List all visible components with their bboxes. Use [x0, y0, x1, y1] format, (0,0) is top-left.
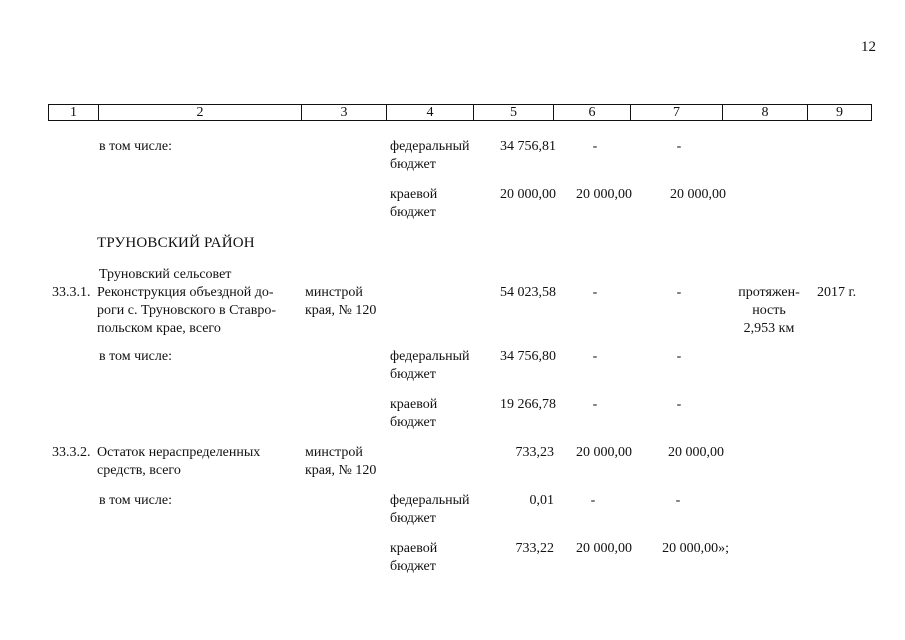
- including-label: в том числе:: [99, 139, 172, 154]
- header-col-3: 3: [302, 105, 387, 120]
- amount-col6: -: [590, 493, 596, 508]
- amount-col5: 54 023,58: [500, 285, 556, 300]
- table-header-row: [48, 104, 872, 121]
- amount-col5: 733,22: [515, 541, 554, 556]
- header-col-5: 5: [474, 105, 554, 120]
- funding-source: федеральный бюджет: [390, 493, 470, 526]
- amount-col7: -: [676, 285, 682, 300]
- funding-source: федеральный бюджет: [390, 139, 470, 172]
- page-number: 12: [861, 39, 876, 55]
- amount-col5: 0,01: [529, 493, 554, 508]
- item-description-line: Реконструкция объездной до-: [97, 285, 274, 300]
- responsible-body: минстрой края, № 120: [305, 285, 377, 318]
- completion-year: 2017 г.: [817, 285, 857, 300]
- amount-col6: -: [592, 397, 598, 412]
- including-label: в том числе:: [99, 493, 172, 508]
- funding-source: краевой бюджет: [390, 397, 438, 430]
- amount-col5: 20 000,00: [500, 187, 556, 202]
- item-description-line: польском крае, всего: [97, 321, 221, 336]
- amount-col5: 19 266,78: [500, 397, 556, 412]
- section-title: ТРУНОВСКИЙ РАЙОН: [97, 235, 255, 251]
- amount-col7: -: [676, 139, 682, 154]
- amount-col5: 34 756,80: [500, 349, 556, 364]
- amount-col7: 20 000,00: [670, 187, 726, 202]
- header-col-6: 6: [554, 105, 631, 120]
- amount-col7: -: [676, 397, 682, 412]
- item-number: 33.3.2.: [52, 445, 91, 460]
- amount-col7: -: [676, 349, 682, 364]
- amount-col5: 733,23: [515, 445, 554, 460]
- project-length: протяжен- ность 2,953 км: [738, 285, 800, 336]
- amount-col6: -: [592, 139, 598, 154]
- item-description-line: роги с. Труновского в Ставро-: [97, 303, 277, 318]
- amount-col6: 20 000,00: [576, 445, 632, 460]
- funding-source: краевой бюджет: [390, 187, 438, 220]
- header-col-1: 1: [49, 105, 99, 120]
- amount-col7: -: [675, 493, 681, 508]
- header-col-4: 4: [387, 105, 474, 120]
- item-description: Остаток нераспределенных средств, всего: [97, 445, 261, 478]
- header-col-8: 8: [723, 105, 808, 120]
- amount-col5: 34 756,81: [500, 139, 556, 154]
- funding-source: федеральный бюджет: [390, 349, 470, 382]
- amount-col6: 20 000,00: [576, 187, 632, 202]
- amount-col6: -: [592, 285, 598, 300]
- amount-col7: 20 000,00»;: [662, 541, 729, 556]
- amount-col6: 20 000,00: [576, 541, 632, 556]
- subheading: Труновский сельсовет: [99, 267, 232, 282]
- amount-col7: 20 000,00: [668, 445, 724, 460]
- amount-col6: -: [592, 349, 598, 364]
- header-col-9: 9: [836, 105, 843, 120]
- including-label: в том числе:: [99, 349, 172, 364]
- responsible-body: минстрой края, № 120: [305, 445, 377, 478]
- item-number: 33.3.1.: [52, 285, 91, 300]
- funding-source: краевой бюджет: [390, 541, 438, 574]
- header-col-2: 2: [99, 105, 302, 120]
- header-col-7: 7: [631, 105, 723, 120]
